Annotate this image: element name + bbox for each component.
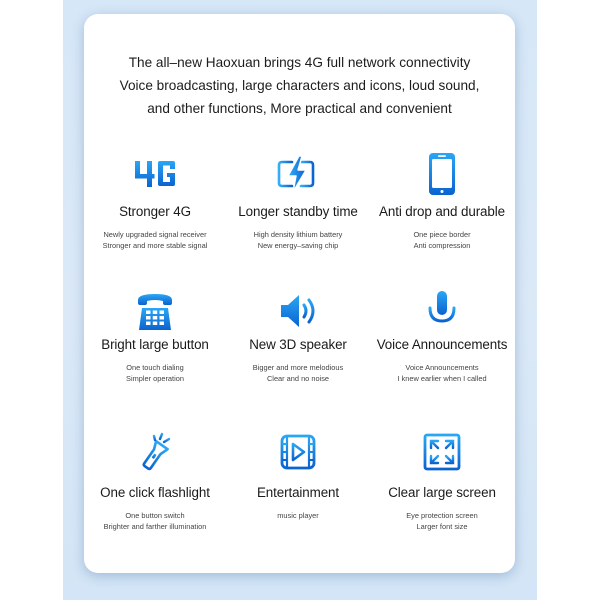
feature-line-1: Voice Announcements <box>405 363 479 372</box>
flashlight-icon <box>132 429 178 475</box>
feature-title: Clear large screen <box>388 485 496 500</box>
feature-line-2: Simpler operation <box>126 374 184 383</box>
feature-3d-speaker <box>223 288 373 384</box>
headline-line-3: and other functions, More practical and convenient <box>147 101 452 116</box>
feature-line-1: One piece border <box>413 230 471 239</box>
media-player-icon <box>275 429 321 475</box>
feature-line-2: Brighter and farther illumination <box>103 522 207 531</box>
feature-flashlight <box>80 429 230 532</box>
feature-line-2: Larger font size <box>416 522 468 531</box>
feature-title: One click flashlight <box>100 485 210 500</box>
feature-voice-announcements <box>367 288 517 384</box>
feature-line-1: music player <box>277 511 319 520</box>
feature-title: Entertainment <box>256 485 340 500</box>
headline <box>84 51 515 120</box>
feature-line-2: I knew earlier when I called <box>397 374 487 383</box>
feature-stronger-4g <box>80 151 230 251</box>
feature-title: Voice Announcements <box>376 337 508 352</box>
4g-icon <box>132 151 178 197</box>
feature-line-1: Eye protection screen <box>406 511 478 520</box>
feature-line-2: Anti compression <box>413 241 471 250</box>
feature-line-1: One touch dialing <box>126 363 184 372</box>
feature-title: Longer standby time <box>238 204 358 219</box>
feature-line-1: One button switch <box>125 511 185 520</box>
feature-line-1: Newly upgraded signal receiver <box>103 230 207 239</box>
microphone-icon <box>419 288 465 334</box>
telephone-keypad-icon <box>132 288 178 334</box>
feature-line-2: Stronger and more stable signal <box>102 241 208 250</box>
feature-bright-button <box>80 288 230 384</box>
feature-entertainment <box>223 429 373 521</box>
feature-title: Anti drop and durable <box>379 204 505 219</box>
phone-icon <box>419 151 465 197</box>
feature-clear-screen <box>367 429 517 532</box>
feature-line-2: Clear and no noise <box>266 374 330 383</box>
battery-charging-icon <box>275 151 321 197</box>
feature-line-1: Bigger and more melodious <box>252 363 344 372</box>
feature-line-2: New energy–saving chip <box>257 241 339 250</box>
feature-longer-standby <box>223 151 373 251</box>
headline-line-2: Voice broadcasting, large characters and icons, loud sound, <box>119 78 480 93</box>
headline-line-1: The all–new Haoxuan brings 4G full network connectivity <box>128 55 471 70</box>
feature-title: New 3D speaker <box>249 337 347 352</box>
feature-line-1: High density lithium battery <box>253 230 343 239</box>
feature-title: Stronger 4G <box>119 204 191 219</box>
speaker-icon <box>275 288 321 334</box>
feature-anti-drop <box>367 151 517 251</box>
feature-title: Bright large button <box>101 337 209 352</box>
fullscreen-icon <box>419 429 465 475</box>
